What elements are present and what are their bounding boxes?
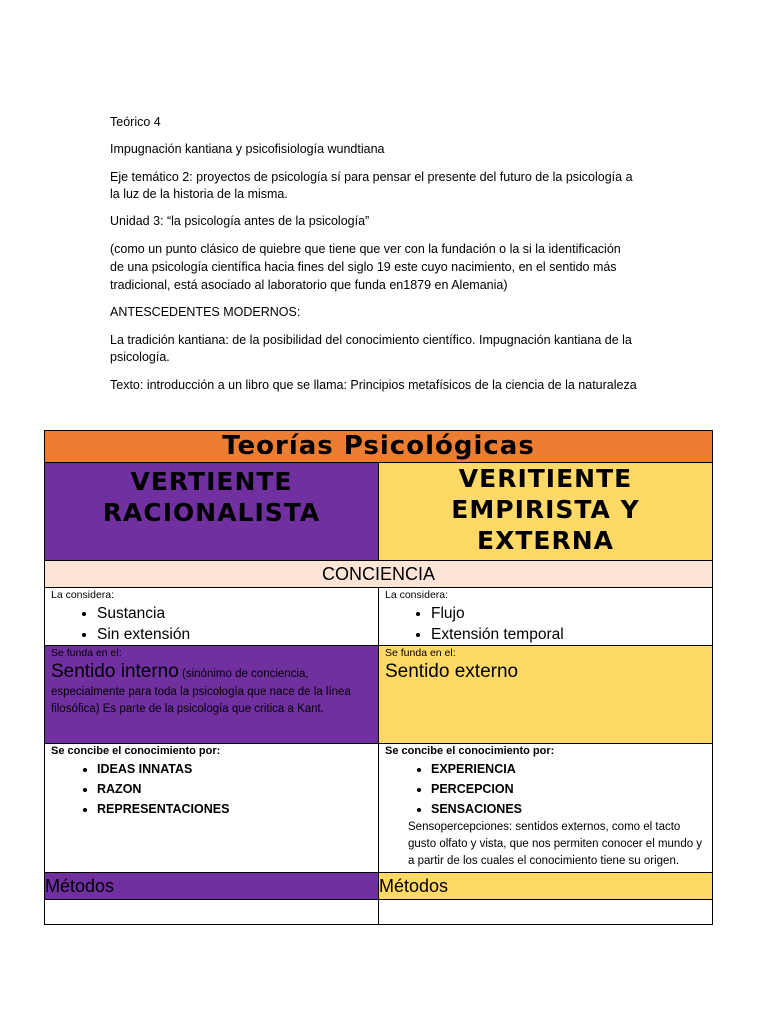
list-item: • SENSACIONES xyxy=(431,799,712,819)
right-funda-cell xyxy=(379,646,713,744)
intro-line: Unidad 3: “la psicología antes de la psicología” xyxy=(110,214,370,228)
sentido-interno-text xyxy=(45,660,378,718)
header-line: VERITIENTE xyxy=(458,464,633,493)
intro-line: Eje temático 2: proyectos de psicología sí para pensar el presente del futuro de la psicología a xyxy=(110,170,633,184)
intro-line: de una psicología científica hacia fines del siglo 19 este cuyo nacimiento, en el sentido más xyxy=(110,260,617,274)
concibe-list xyxy=(45,759,378,819)
funda-label: Se funda en el: xyxy=(385,647,456,659)
intro-line: Impugnación kantiana y psicofisiología wundtiana xyxy=(110,142,385,156)
left-metodos-cell: Métodos xyxy=(45,873,379,900)
empty-cell xyxy=(379,900,713,925)
intro-line: (como un punto clásico de quiebre que tiene que ver con la fundación o la si la identificación xyxy=(110,242,621,256)
considera-label: La considera: xyxy=(51,589,115,601)
table-title: Teorías Psicológicas xyxy=(45,431,713,463)
list-item: • Sustancia xyxy=(97,603,378,624)
left-considera-cell xyxy=(45,588,379,646)
header-line: EMPIRISTA Y xyxy=(451,495,640,524)
teorias-table xyxy=(44,430,713,925)
considera-list xyxy=(45,603,378,645)
list-item: • Sin extensión xyxy=(97,624,378,645)
concibe-label: Se concibe el conocimiento por: xyxy=(51,745,221,757)
list-item: • EXPERIENCIA xyxy=(431,759,712,779)
racionalista-header xyxy=(45,463,379,561)
intro-line: tradicional, está asociado al laboratorio que funda en1879 en Alemania) xyxy=(110,278,508,292)
intro-line: ANTESCEDENTES MODERNOS: xyxy=(110,305,301,319)
right-metodos-cell: Métodos xyxy=(379,873,713,900)
empty-cell xyxy=(45,900,379,925)
intro-line: psicología. xyxy=(110,350,170,364)
header-line: EXTERNA xyxy=(477,526,615,555)
list-item: • IDEAS INNATAS xyxy=(97,759,378,779)
empirista-header xyxy=(379,463,713,561)
considera-label: La considera: xyxy=(385,589,449,601)
conciencia-header: CONCIENCIA xyxy=(45,561,713,588)
list-item: • RAZON xyxy=(97,779,378,799)
right-considera-cell xyxy=(379,588,713,646)
list-item: • Flujo xyxy=(431,603,712,624)
concibe-label: Se concibe el conocimiento por: xyxy=(385,745,555,757)
intro-line: la luz de la historia de la misma. xyxy=(110,187,288,201)
header-line: VERTIENTE xyxy=(130,467,293,496)
list-item: • Extensión temporal xyxy=(431,624,712,645)
right-concibe-cell xyxy=(379,744,713,873)
list-item: • PERCEPCION xyxy=(431,779,712,799)
sensopercepciones-text: Sensopercepciones: sentidos externos, como el tacto gusto olfato y vista, que nos permiten conocer el mundo y a partir de los cuales el conocimiento tiene su origen. xyxy=(408,821,703,867)
sentido-interno-note: (sinónimo de conciencia, especialmente para toda la psicología que nace de la línea filosófica) Es parte de la psicología que critica a Kant. xyxy=(51,668,351,715)
sentido-externo-text xyxy=(379,660,712,684)
considera-list xyxy=(379,603,712,645)
concibe-list xyxy=(379,759,712,819)
left-funda-cell xyxy=(45,646,379,744)
left-concibe-cell xyxy=(45,744,379,873)
funda-label: Se funda en el: xyxy=(51,647,122,659)
intro-line: La tradición kantiana: de la posibilidad del conocimiento científico. Impugnación kantiana de la xyxy=(110,333,632,347)
list-item: • REPRESENTACIONES xyxy=(97,799,378,819)
sentido-interno-title: Sentido interno xyxy=(51,661,179,682)
sentido-externo-title: Sentido externo xyxy=(385,661,519,682)
intro-line: Texto: introducción a un libro que se llama: Principios metafísicos de la ciencia de la naturaleza xyxy=(110,378,637,392)
intro-line: Teórico 4 xyxy=(110,115,161,129)
header-line: RACIONALISTA xyxy=(102,498,321,527)
